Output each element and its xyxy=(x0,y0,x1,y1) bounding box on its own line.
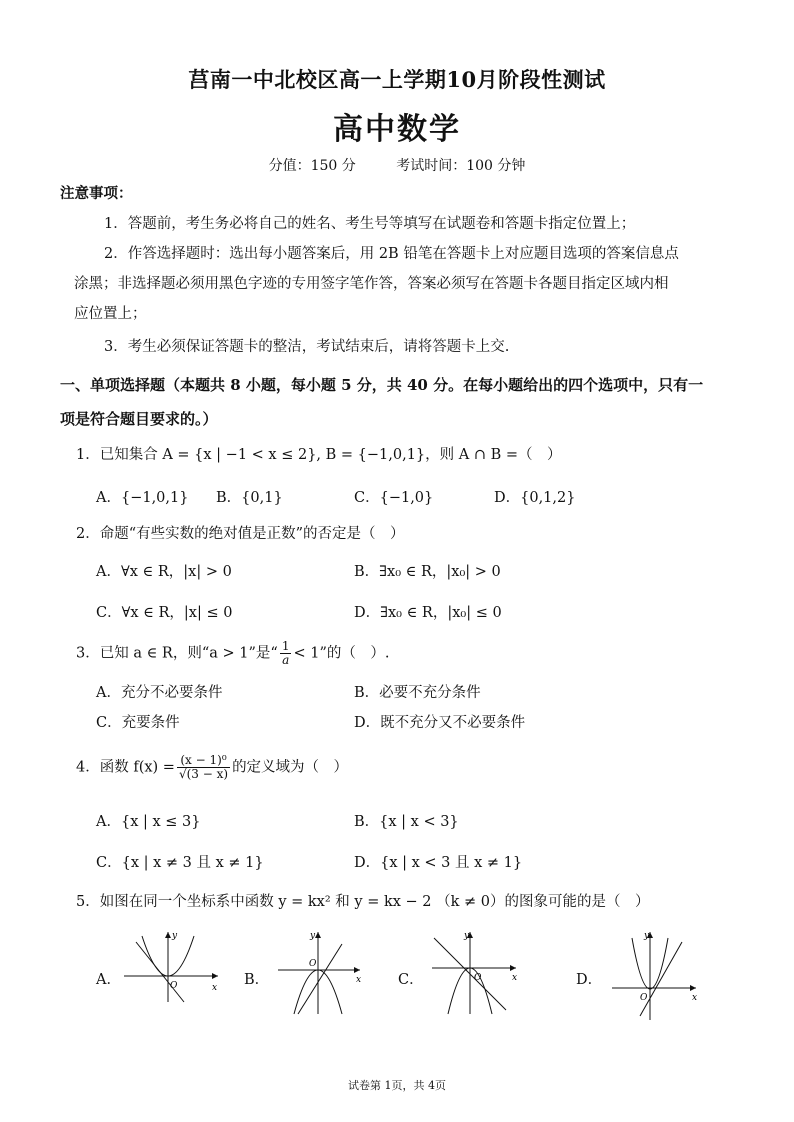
q4-fraction xyxy=(177,754,230,781)
q5d-origin-label: O xyxy=(640,993,648,1003)
q4-frac-den: √(3 − x) xyxy=(178,767,229,781)
q5b-origin-label: O xyxy=(309,959,317,969)
q5-option-d-label: D． xyxy=(576,972,603,988)
q1-option-b: B．{0,1} xyxy=(216,490,283,506)
q5c-y-label: y xyxy=(464,931,470,941)
score-info: 分值：150 分 xyxy=(268,158,356,174)
q5-graph-a xyxy=(120,928,224,1004)
q4-option-b: B．{x | x < 3} xyxy=(354,814,459,830)
note-2c: 应位置上； xyxy=(74,306,147,322)
q4-frac-num: (x − 1)⁰ xyxy=(177,754,230,768)
q1-option-d: D．{0,1,2} xyxy=(494,490,576,506)
q3-option-d: D．既不充分又不必要条件 xyxy=(354,715,526,731)
q2-option-c: C．∀x ∈ R，|x| ≤ 0 xyxy=(96,605,233,621)
q3-stem-post: < 1”的（ ）. xyxy=(293,645,390,662)
q5a-origin-label: O xyxy=(170,981,178,991)
q5-option-a-label: A． xyxy=(96,972,121,988)
note-1: 1．答题前，考生务必将自己的姓名、考生号等填写在试题卷和答题卡指定位置上； xyxy=(104,216,636,232)
exam-meta xyxy=(0,155,794,175)
q4-stem-pre: 4．函数 f(x) = xyxy=(76,759,175,776)
q5a-x-label: x xyxy=(212,983,218,993)
q5-stem: 5．如图在同一个坐标系中函数 y = kx² 和 y = kx − 2 （k ≠ 0）的图象可能的是（ ） xyxy=(76,894,650,910)
q4-option-a: A．{x | x ≤ 3} xyxy=(96,814,201,830)
q5-option-c-label: C． xyxy=(398,972,424,988)
q2-option-d: D．∃x₀ ∈ R，|x₀| ≤ 0 xyxy=(354,605,502,621)
q2-option-b: B．∃x₀ ∈ R，|x₀| > 0 xyxy=(354,564,501,580)
q5b-y-label: y xyxy=(310,931,316,941)
q5c-x-label: x xyxy=(512,973,518,983)
page-footer: 试卷第 1页，共 4页 xyxy=(348,1079,446,1092)
q2-option-a: A．∀x ∈ R，|x| > 0 xyxy=(96,564,232,580)
note-2a: 2．作答选择题时：选出每小题答案后，用 2B 铅笔在答题卡上对应题目选项的答案信息点 xyxy=(104,246,679,262)
q3-option-a: A．充分不必要条件 xyxy=(96,685,223,701)
q3-frac-num: 1 xyxy=(281,639,290,653)
q3-stem xyxy=(76,640,736,667)
q5c-origin-label: O xyxy=(474,973,482,983)
q4-option-c: C．{x | x ≠ 3 且 x ≠ 1} xyxy=(96,855,264,871)
q5-graph-d xyxy=(610,928,704,1022)
q1-stem: 1．已知集合 A = {x | −1 < x ≤ 2}, B = {−1,0,1}，则 A ∩ B =（ ） xyxy=(76,447,562,463)
section-heading: 一、单项选择题（本题共 8 小题，每小题 5 分，共 40 分。在每小题给出的四个选项中，只有一 xyxy=(60,376,704,394)
q5-graph-b xyxy=(276,928,366,1018)
note-3: 3．考生必须保证答题卡的整洁，考试结束后，请将答题卡上交. xyxy=(104,339,510,355)
q5a-y-label: y xyxy=(172,931,178,941)
q2-stem: 2．命题“有些实数的绝对值是正数”的否定是（ ） xyxy=(76,526,405,542)
q3-fraction xyxy=(280,640,292,667)
q3-option-c: C．充要条件 xyxy=(96,715,180,731)
q5-graph-c xyxy=(428,928,522,1018)
time-info: 考试时间：100 分钟 xyxy=(396,158,526,174)
q5d-y-label: y xyxy=(644,931,650,941)
q3-frac-den: a xyxy=(282,653,290,667)
q5d-x-label: x xyxy=(692,993,698,1003)
exam-title: 莒南一中北校区高一上学期10月阶段性测试 xyxy=(188,67,606,92)
notes-heading: 注意事项： xyxy=(60,185,133,202)
section-heading-cont: 项是符合题目要求的。） xyxy=(60,410,218,428)
q1-option-c: C．{−1,0} xyxy=(354,490,434,506)
q5-option-b-label: B． xyxy=(244,972,270,988)
q1-option-a: A．{−1,0,1} xyxy=(96,490,189,506)
q3-option-b: B．必要不充分条件 xyxy=(354,685,481,701)
q4-stem xyxy=(76,754,736,781)
note-2b: 涂黑；非选择题必须用黑色字迹的专用签字笔作答，答案必须写在答题卡各题目指定区域内相 xyxy=(74,276,669,292)
q3-stem-pre: 3．已知 a ∈ R，则“a > 1”是“ xyxy=(76,645,278,662)
q4-option-d: D．{x | x < 3 且 x ≠ 1} xyxy=(354,855,523,871)
subject-title: 高中数学 xyxy=(333,112,461,147)
q4-stem-post: 的定义域为（ ） xyxy=(232,759,349,776)
q5b-x-label: x xyxy=(356,975,362,985)
